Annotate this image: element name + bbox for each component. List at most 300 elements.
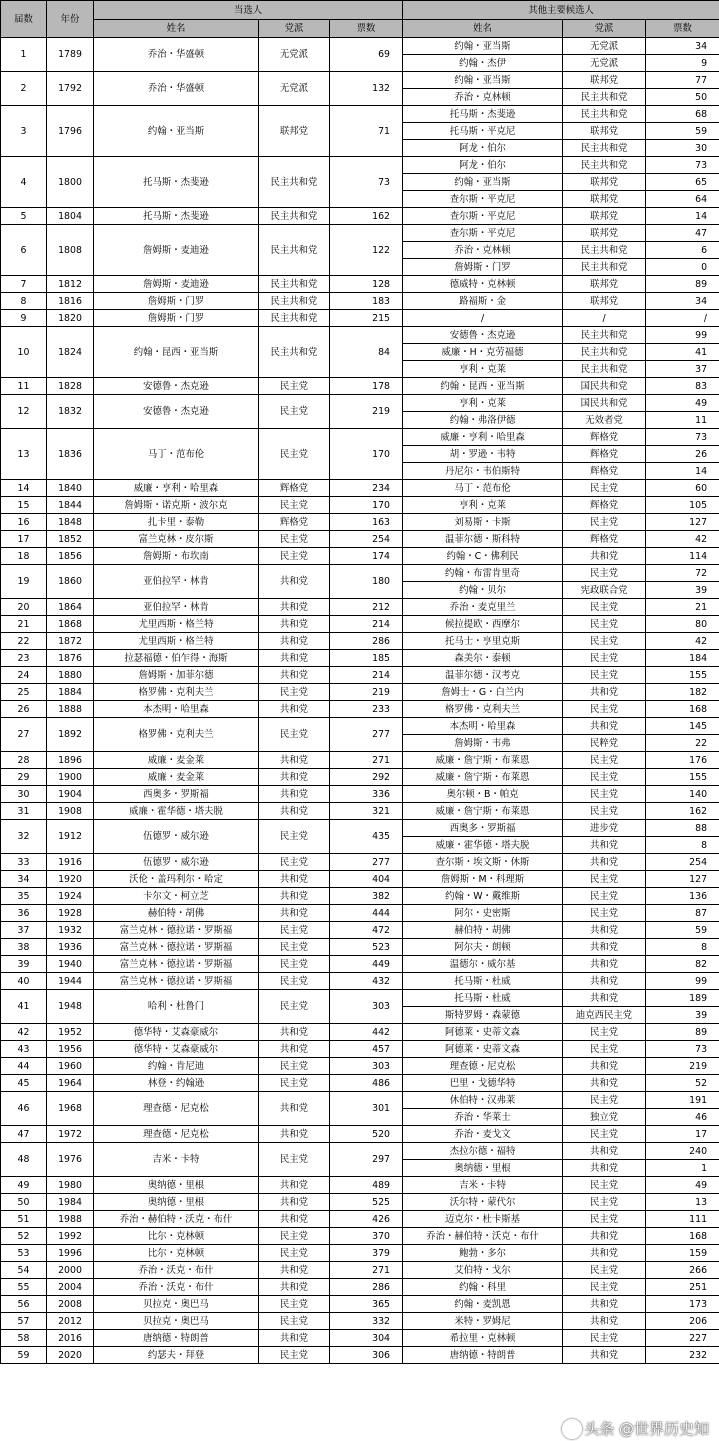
header-winner-party: 党派 xyxy=(259,20,330,38)
winner-name-cell: 林登・约翰逊 xyxy=(94,1075,259,1092)
other-name-cell: 斯特罗姆・森蒙德 xyxy=(403,1007,563,1024)
year-cell: 1996 xyxy=(47,1245,94,1262)
table-row xyxy=(1,293,719,310)
winner-votes-cell: 183 xyxy=(330,293,403,310)
winner-party-cell: 民主党 xyxy=(259,990,330,1024)
other-name-cell: 刘易斯・卡斯 xyxy=(403,514,563,531)
winner-party-cell: 共和党 xyxy=(259,1262,330,1279)
other-party-cell: 民主共和党 xyxy=(563,89,646,106)
winner-votes-cell: 214 xyxy=(330,667,403,684)
term-cell: 19 xyxy=(1,565,47,599)
table-row xyxy=(1,548,719,565)
other-votes-cell: 50 xyxy=(646,89,719,106)
other-party-cell: 辉格党 xyxy=(563,429,646,446)
winner-name-cell: 富兰克林・德拉诺・罗斯福 xyxy=(94,973,259,990)
year-cell: 1960 xyxy=(47,1058,94,1075)
year-cell: 1924 xyxy=(47,888,94,905)
table-row xyxy=(1,429,719,446)
winner-name-cell: 赫伯特・胡佛 xyxy=(94,905,259,922)
header-year: 年份 xyxy=(47,1,94,38)
winner-votes-cell: 286 xyxy=(330,633,403,650)
term-cell: 22 xyxy=(1,633,47,650)
other-votes-cell: 162 xyxy=(646,803,719,820)
other-votes-cell: 155 xyxy=(646,769,719,786)
watermark xyxy=(562,1418,709,1439)
other-votes-cell: 145 xyxy=(646,718,719,735)
other-votes-cell: 111 xyxy=(646,1211,719,1228)
table-row xyxy=(1,395,719,412)
year-cell: 1968 xyxy=(47,1092,94,1126)
winner-name-cell: 奥纳德・里根 xyxy=(94,1194,259,1211)
other-party-cell: 辉格党 xyxy=(563,446,646,463)
table-row xyxy=(1,72,719,89)
term-cell: 36 xyxy=(1,905,47,922)
winner-name-cell: 托马斯・杰斐逊 xyxy=(94,157,259,208)
term-cell: 51 xyxy=(1,1211,47,1228)
year-cell: 1896 xyxy=(47,752,94,769)
other-votes-cell: 254 xyxy=(646,854,719,871)
year-cell: 1872 xyxy=(47,633,94,650)
winner-party-cell: 民主党 xyxy=(259,939,330,956)
year-cell: 2020 xyxy=(47,1347,94,1364)
winner-party-cell: 民主共和党 xyxy=(259,225,330,276)
other-party-cell: 迪克西民主党 xyxy=(563,1007,646,1024)
winner-party-cell: 无党派 xyxy=(259,72,330,106)
other-name-cell: 乔治・华莱士 xyxy=(403,1109,563,1126)
winner-name-cell: 乔治・沃克・布什 xyxy=(94,1262,259,1279)
other-party-cell: 进步党 xyxy=(563,820,646,837)
winner-votes-cell: 382 xyxy=(330,888,403,905)
term-cell: 10 xyxy=(1,327,47,378)
other-votes-cell: 99 xyxy=(646,973,719,990)
term-cell: 54 xyxy=(1,1262,47,1279)
other-party-cell: 民主党 xyxy=(563,803,646,820)
winner-party-cell: 共和党 xyxy=(259,1092,330,1126)
other-name-cell: 阿德莱・史蒂文森 xyxy=(403,1041,563,1058)
winner-votes-cell: 306 xyxy=(330,1347,403,1364)
year-cell: 1816 xyxy=(47,293,94,310)
winner-votes-cell: 432 xyxy=(330,973,403,990)
year-cell: 2016 xyxy=(47,1330,94,1347)
other-name-cell: 阿龙・伯尔 xyxy=(403,140,563,157)
winner-name-cell: 卡尔文・柯立芝 xyxy=(94,888,259,905)
other-party-cell: 共和党 xyxy=(563,990,646,1007)
term-cell: 12 xyxy=(1,395,47,429)
year-cell: 1900 xyxy=(47,769,94,786)
table-row xyxy=(1,208,719,225)
other-votes-cell: 64 xyxy=(646,191,719,208)
term-cell: 32 xyxy=(1,820,47,854)
table-row xyxy=(1,1228,719,1245)
other-party-cell: 共和党 xyxy=(563,1347,646,1364)
winner-party-cell: 民主党 xyxy=(259,1075,330,1092)
other-votes-cell: 73 xyxy=(646,429,719,446)
other-votes-cell: 1 xyxy=(646,1160,719,1177)
other-votes-cell: 189 xyxy=(646,990,719,1007)
other-name-cell: 杰拉尔德・福特 xyxy=(403,1143,563,1160)
table-row xyxy=(1,871,719,888)
term-cell: 48 xyxy=(1,1143,47,1177)
winner-votes-cell: 489 xyxy=(330,1177,403,1194)
table-row xyxy=(1,616,719,633)
winner-name-cell: 西奥多・罗斯福 xyxy=(94,786,259,803)
other-name-cell: 路福斯・金 xyxy=(403,293,563,310)
year-cell: 1952 xyxy=(47,1024,94,1041)
other-party-cell: 民主党 xyxy=(563,565,646,582)
term-cell: 17 xyxy=(1,531,47,548)
other-party-cell: 民主党 xyxy=(563,1279,646,1296)
winner-name-cell: 唐纳德・特朗普 xyxy=(94,1330,259,1347)
year-cell: 1984 xyxy=(47,1194,94,1211)
winner-votes-cell: 219 xyxy=(330,395,403,429)
other-votes-cell: 89 xyxy=(646,1024,719,1041)
winner-party-cell: 民主党 xyxy=(259,1296,330,1313)
winner-votes-cell: 233 xyxy=(330,701,403,718)
other-name-cell: 托马斯・杰斐逊 xyxy=(403,106,563,123)
header-others: 其他主要候选人 xyxy=(403,1,719,20)
winner-name-cell: 乔治・华盛顿 xyxy=(94,72,259,106)
other-votes-cell: 266 xyxy=(646,1262,719,1279)
winner-party-cell: 民主党 xyxy=(259,820,330,854)
other-name-cell: 候拉提欧・西摩尔 xyxy=(403,616,563,633)
table-row xyxy=(1,1126,719,1143)
winner-name-cell: 拉瑟福德・伯乍得・海斯 xyxy=(94,650,259,667)
year-cell: 1892 xyxy=(47,718,94,752)
year-cell: 1804 xyxy=(47,208,94,225)
winner-name-cell: 富兰克林・皮尔斯 xyxy=(94,531,259,548)
other-votes-cell: 99 xyxy=(646,327,719,344)
year-cell: 1972 xyxy=(47,1126,94,1143)
table-row xyxy=(1,497,719,514)
term-cell: 4 xyxy=(1,157,47,208)
other-name-cell: 温菲尔德・斯科特 xyxy=(403,531,563,548)
other-votes-cell: 140 xyxy=(646,786,719,803)
winner-votes-cell: 426 xyxy=(330,1211,403,1228)
other-party-cell: 民主党 xyxy=(563,888,646,905)
other-votes-cell: 87 xyxy=(646,905,719,922)
year-cell: 1844 xyxy=(47,497,94,514)
year-cell: 1820 xyxy=(47,310,94,327)
year-cell: 1908 xyxy=(47,803,94,820)
other-name-cell: 安德鲁・杰克逊 xyxy=(403,327,563,344)
other-party-cell: 共和党 xyxy=(563,1160,646,1177)
winner-party-cell: 共和党 xyxy=(259,803,330,820)
term-cell: 21 xyxy=(1,616,47,633)
winner-party-cell: 辉格党 xyxy=(259,514,330,531)
other-party-cell: 共和党 xyxy=(563,684,646,701)
year-cell: 1944 xyxy=(47,973,94,990)
other-party-cell: 共和党 xyxy=(563,1058,646,1075)
year-cell: 1800 xyxy=(47,157,94,208)
other-party-cell: 民主共和党 xyxy=(563,361,646,378)
other-votes-cell: 159 xyxy=(646,1245,719,1262)
winner-votes-cell: 303 xyxy=(330,990,403,1024)
winner-party-cell: 共和党 xyxy=(259,786,330,803)
winner-name-cell: 吉米・卡特 xyxy=(94,1143,259,1177)
winner-party-cell: 共和党 xyxy=(259,1194,330,1211)
year-cell: 1980 xyxy=(47,1177,94,1194)
table-row xyxy=(1,888,719,905)
winner-votes-cell: 379 xyxy=(330,1245,403,1262)
winner-party-cell: 民主党 xyxy=(259,1245,330,1262)
table-row xyxy=(1,1262,719,1279)
year-cell: 1912 xyxy=(47,820,94,854)
other-party-cell: 无效者党 xyxy=(563,412,646,429)
table-row xyxy=(1,225,719,242)
year-cell: 1808 xyxy=(47,225,94,276)
table-row xyxy=(1,1143,719,1160)
winner-name-cell: 安德鲁・杰克逊 xyxy=(94,378,259,395)
year-cell: 2000 xyxy=(47,1262,94,1279)
year-cell: 1852 xyxy=(47,531,94,548)
year-cell: 1840 xyxy=(47,480,94,497)
other-party-cell: 民主党 xyxy=(563,1211,646,1228)
winner-votes-cell: 286 xyxy=(330,1279,403,1296)
term-cell: 43 xyxy=(1,1041,47,1058)
winner-party-cell: 共和党 xyxy=(259,667,330,684)
term-cell: 13 xyxy=(1,429,47,480)
other-party-cell: 民主党 xyxy=(563,905,646,922)
term-cell: 1 xyxy=(1,38,47,72)
header-term: 届数 xyxy=(1,1,47,38)
other-name-cell: 格罗佛・克利夫兰 xyxy=(403,701,563,718)
year-cell: 2008 xyxy=(47,1296,94,1313)
other-votes-cell: 68 xyxy=(646,106,719,123)
other-name-cell: 亨利・克莱 xyxy=(403,395,563,412)
year-cell: 1884 xyxy=(47,684,94,701)
winner-party-cell: 共和党 xyxy=(259,752,330,769)
winner-name-cell: 扎卡里・泰勒 xyxy=(94,514,259,531)
winner-name-cell: 约翰・亚当斯 xyxy=(94,106,259,157)
year-cell: 1868 xyxy=(47,616,94,633)
other-party-cell: 共和党 xyxy=(563,1313,646,1330)
other-name-cell: 丹尼尔・韦伯斯特 xyxy=(403,463,563,480)
winner-party-cell: 民主共和党 xyxy=(259,276,330,293)
winner-votes-cell: 277 xyxy=(330,854,403,871)
other-votes-cell: / xyxy=(646,310,719,327)
term-cell: 50 xyxy=(1,1194,47,1211)
year-cell: 1956 xyxy=(47,1041,94,1058)
winner-name-cell: 尤里西斯・格兰特 xyxy=(94,616,259,633)
other-name-cell: 约翰・科里 xyxy=(403,1279,563,1296)
winner-votes-cell: 122 xyxy=(330,225,403,276)
other-party-cell: 共和党 xyxy=(563,718,646,735)
other-votes-cell: 37 xyxy=(646,361,719,378)
table-row xyxy=(1,956,719,973)
winner-party-cell: 民主党 xyxy=(259,1347,330,1364)
other-name-cell: 约翰・杰伊 xyxy=(403,55,563,72)
year-cell: 1988 xyxy=(47,1211,94,1228)
term-cell: 31 xyxy=(1,803,47,820)
other-name-cell: 詹姆士・G・白兰内 xyxy=(403,684,563,701)
table-row xyxy=(1,276,719,293)
other-party-cell: 共和党 xyxy=(563,973,646,990)
winner-name-cell: 比尔・克林顿 xyxy=(94,1228,259,1245)
other-votes-cell: 17 xyxy=(646,1126,719,1143)
year-cell: 1928 xyxy=(47,905,94,922)
winner-votes-cell: 336 xyxy=(330,786,403,803)
other-party-cell: 民主党 xyxy=(563,769,646,786)
term-cell: 16 xyxy=(1,514,47,531)
term-cell: 40 xyxy=(1,973,47,990)
winner-votes-cell: 277 xyxy=(330,718,403,752)
other-votes-cell: 52 xyxy=(646,1075,719,1092)
term-cell: 9 xyxy=(1,310,47,327)
other-party-cell: 国民共和党 xyxy=(563,395,646,412)
other-party-cell: 共和党 xyxy=(563,956,646,973)
winner-party-cell: 民主党 xyxy=(259,956,330,973)
winner-name-cell: 比尔・克林顿 xyxy=(94,1245,259,1262)
year-cell: 1860 xyxy=(47,565,94,599)
term-cell: 56 xyxy=(1,1296,47,1313)
other-name-cell: 沃尔特・蒙代尔 xyxy=(403,1194,563,1211)
winner-votes-cell: 163 xyxy=(330,514,403,531)
year-cell: 1796 xyxy=(47,106,94,157)
winner-party-cell: 民主党 xyxy=(259,1313,330,1330)
other-votes-cell: 34 xyxy=(646,293,719,310)
other-votes-cell: 39 xyxy=(646,582,719,599)
winner-name-cell: 贝拉克・奥巴马 xyxy=(94,1313,259,1330)
year-cell: 1812 xyxy=(47,276,94,293)
other-name-cell: 希拉里・克林顿 xyxy=(403,1330,563,1347)
other-party-cell: 民主党 xyxy=(563,1330,646,1347)
year-cell: 1792 xyxy=(47,72,94,106)
other-votes-cell: 89 xyxy=(646,276,719,293)
term-cell: 35 xyxy=(1,888,47,905)
table-row xyxy=(1,1313,719,1330)
table-row xyxy=(1,1194,719,1211)
winner-votes-cell: 69 xyxy=(330,38,403,72)
winner-name-cell: 贝拉克・奥巴马 xyxy=(94,1296,259,1313)
other-name-cell: 詹姆斯・门罗 xyxy=(403,259,563,276)
winner-name-cell: 安德鲁・杰克逊 xyxy=(94,395,259,429)
other-party-cell: 共和党 xyxy=(563,939,646,956)
other-name-cell: 托马斯・杜威 xyxy=(403,973,563,990)
term-cell: 49 xyxy=(1,1177,47,1194)
other-party-cell: 民主共和党 xyxy=(563,259,646,276)
other-party-cell: 联邦党 xyxy=(563,191,646,208)
other-party-cell: 民主共和党 xyxy=(563,327,646,344)
winner-party-cell: 共和党 xyxy=(259,701,330,718)
other-votes-cell: 73 xyxy=(646,157,719,174)
year-cell: 1916 xyxy=(47,854,94,871)
other-votes-cell: 26 xyxy=(646,446,719,463)
term-cell: 24 xyxy=(1,667,47,684)
winner-name-cell: 约翰・肯尼迪 xyxy=(94,1058,259,1075)
term-cell: 59 xyxy=(1,1347,47,1364)
winner-party-cell: 民主党 xyxy=(259,531,330,548)
table-row xyxy=(1,1177,719,1194)
winner-votes-cell: 73 xyxy=(330,157,403,208)
other-name-cell: 休伯特・汉弗莱 xyxy=(403,1092,563,1109)
table-row xyxy=(1,1347,719,1364)
winner-votes-cell: 457 xyxy=(330,1041,403,1058)
other-party-cell: / xyxy=(563,310,646,327)
other-name-cell: 约翰・弗洛伊德 xyxy=(403,412,563,429)
table-row xyxy=(1,973,719,990)
other-name-cell: 约翰・贝尔 xyxy=(403,582,563,599)
other-party-cell: 民主共和党 xyxy=(563,140,646,157)
other-party-cell: 联邦党 xyxy=(563,72,646,89)
other-name-cell: 托马斯・杜威 xyxy=(403,990,563,1007)
winner-votes-cell: 71 xyxy=(330,106,403,157)
year-cell: 1936 xyxy=(47,939,94,956)
other-name-cell: 查尔斯・埃文斯・休斯 xyxy=(403,854,563,871)
other-party-cell: 联邦党 xyxy=(563,174,646,191)
year-cell: 1888 xyxy=(47,701,94,718)
year-cell: 1932 xyxy=(47,922,94,939)
table-row xyxy=(1,531,719,548)
other-name-cell: 约翰・C・佛利民 xyxy=(403,548,563,565)
term-cell: 27 xyxy=(1,718,47,752)
winner-party-cell: 民主党 xyxy=(259,922,330,939)
other-name-cell: 威廉・詹宁斯・布莱恩 xyxy=(403,769,563,786)
other-name-cell: 乔治・克林顿 xyxy=(403,89,563,106)
winner-name-cell: 威廉・麦金莱 xyxy=(94,769,259,786)
winner-party-cell: 共和党 xyxy=(259,616,330,633)
other-party-cell: 民主党 xyxy=(563,1177,646,1194)
term-cell: 44 xyxy=(1,1058,47,1075)
other-party-cell: 民主党 xyxy=(563,1194,646,1211)
term-cell: 42 xyxy=(1,1024,47,1041)
other-party-cell: 共和党 xyxy=(563,837,646,854)
other-name-cell: 亨利・克莱 xyxy=(403,361,563,378)
winner-name-cell: 詹姆斯・诺克斯・波尔克 xyxy=(94,497,259,514)
winner-votes-cell: 297 xyxy=(330,1143,403,1177)
table-row xyxy=(1,599,719,616)
table-row xyxy=(1,667,719,684)
other-votes-cell: 73 xyxy=(646,1041,719,1058)
winner-name-cell: 尤里西斯・格兰特 xyxy=(94,633,259,650)
winner-votes-cell: 304 xyxy=(330,1330,403,1347)
other-name-cell: 威廉・詹宁斯・布莱恩 xyxy=(403,803,563,820)
year-cell: 1992 xyxy=(47,1228,94,1245)
other-votes-cell: 176 xyxy=(646,752,719,769)
winner-party-cell: 共和党 xyxy=(259,1330,330,1347)
winner-party-cell: 共和党 xyxy=(259,650,330,667)
other-votes-cell: 59 xyxy=(646,123,719,140)
table-row xyxy=(1,1041,719,1058)
other-party-cell: 无党派 xyxy=(563,38,646,55)
header-other-party: 党派 xyxy=(563,20,646,38)
table-row xyxy=(1,854,719,871)
term-cell: 37 xyxy=(1,922,47,939)
table-row xyxy=(1,922,719,939)
other-name-cell: 查尔斯・平克尼 xyxy=(403,208,563,225)
winner-votes-cell: 525 xyxy=(330,1194,403,1211)
other-votes-cell: 82 xyxy=(646,956,719,973)
other-party-cell: 共和党 xyxy=(563,922,646,939)
other-party-cell: 共和党 xyxy=(563,1228,646,1245)
term-cell: 25 xyxy=(1,684,47,701)
other-votes-cell: 80 xyxy=(646,616,719,633)
other-votes-cell: 173 xyxy=(646,1296,719,1313)
other-party-cell: 民主党 xyxy=(563,1092,646,1109)
term-cell: 39 xyxy=(1,956,47,973)
other-name-cell: 詹姆斯・M・科理斯 xyxy=(403,871,563,888)
term-cell: 33 xyxy=(1,854,47,871)
winner-party-cell: 民主共和党 xyxy=(259,293,330,310)
year-cell: 2004 xyxy=(47,1279,94,1296)
term-cell: 23 xyxy=(1,650,47,667)
table-row xyxy=(1,514,719,531)
other-name-cell: 亨利・克莱 xyxy=(403,497,563,514)
other-name-cell: / xyxy=(403,310,563,327)
winner-name-cell: 詹姆斯・门罗 xyxy=(94,310,259,327)
term-cell: 6 xyxy=(1,225,47,276)
other-name-cell: 威廉・H・克劳福德 xyxy=(403,344,563,361)
table-row xyxy=(1,1075,719,1092)
